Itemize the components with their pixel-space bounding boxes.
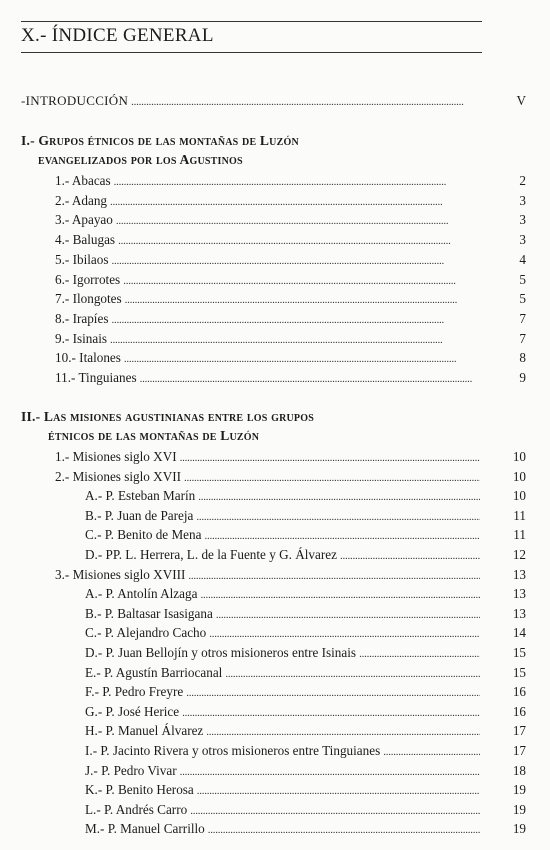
toc-label: 9.- Isinais [55, 330, 108, 346]
dot-leader [383, 743, 480, 762]
toc-label: 5.- Ibilaos [55, 251, 109, 267]
dot-leader [197, 782, 480, 801]
dot-leader [340, 547, 480, 566]
toc-entry [55, 329, 483, 348]
toc-page-number: 3 [519, 212, 526, 228]
dot-leader [182, 704, 480, 723]
dot-leader [216, 606, 480, 625]
toc-entry [55, 210, 483, 229]
toc-entry [85, 780, 483, 799]
section-1-heading-line1: I.- Grupos étnicos de las montañas de Luzón [21, 133, 299, 148]
dot-leader [225, 665, 480, 684]
toc-page-number: 11 [513, 507, 526, 523]
toc-entry [85, 800, 483, 819]
toc-label: 2.- Misiones siglo XVII [55, 468, 182, 484]
toc-label: 7.- Ilongotes [55, 291, 122, 307]
toc-page-number: 19 [512, 801, 526, 817]
dot-leader [111, 311, 480, 330]
section-2-heading [21, 407, 314, 445]
toc-page-number: 12 [512, 547, 526, 562]
toc-label: 2.- Adang [55, 192, 108, 208]
dot-leader [110, 193, 480, 212]
toc-page-number: 16 [512, 703, 526, 719]
toc-label: 3.- Misiones siglo XVIII [55, 566, 186, 582]
toc-entry [85, 486, 483, 505]
toc-label: E.- P. Agustín Barriocanal [85, 664, 223, 680]
toc-label: A.- P. Esteban Marín [85, 488, 196, 504]
toc-page-number: 3 [519, 232, 526, 248]
toc-page-number: 10 [512, 488, 526, 504]
toc-entry [55, 348, 483, 367]
dot-leader [206, 723, 480, 742]
toc-entry [85, 623, 483, 642]
toc-entry [85, 819, 483, 838]
toc-entry [55, 565, 483, 584]
toc-label: J.- P. Pedro Vivar [85, 762, 177, 778]
toc-page-number: 10 [512, 449, 526, 464]
toc-label: C.- P. Benito de Mena [85, 527, 202, 543]
toc-page-number: 4 [519, 251, 526, 267]
toc-label: D.- PP. L. Herrera, L. de la Fuente y G. Álvarez [85, 547, 337, 562]
toc-label: 4.- Balugas [55, 232, 116, 248]
toc-page-number: 15 [512, 664, 526, 680]
toc-page-number: 3 [519, 192, 526, 208]
toc-page-number: 2 [519, 173, 526, 188]
toc-page-number: 9 [519, 370, 526, 385]
toc-page-number: 7 [519, 310, 526, 326]
toc-entry [55, 270, 483, 289]
dot-leader [200, 586, 480, 605]
toc-label: 6.- Igorrotes [55, 271, 121, 287]
toc-label: 10.- Italones [55, 350, 121, 366]
dot-leader [125, 291, 480, 310]
toc-page-number: 13 [512, 566, 526, 582]
toc-entry [85, 525, 483, 544]
toc-label: 8.- Irapíes [55, 310, 109, 326]
dot-leader [123, 272, 480, 291]
toc-label: L.- P. Andrés Carro [85, 801, 188, 817]
toc-label: 11.- Tinguianes [55, 370, 137, 385]
toc-label: 1.- Abacas [55, 173, 111, 188]
toc-entry [55, 467, 483, 486]
toc-entry [55, 230, 483, 249]
toc-label: M.- P. Manuel Carrillo [85, 821, 205, 837]
section-2-heading-line1: II.- Las misiones agustinianas entre los grupos [21, 409, 314, 424]
toc-label: G.- P. José Herice [85, 703, 180, 719]
toc-page-number: 7 [519, 330, 526, 346]
section-1-heading [21, 131, 299, 169]
dot-leader [204, 527, 480, 546]
toc-label: D.- P. Juan Bellojín y otros misioneros entre Isinais [85, 645, 357, 660]
dot-leader [118, 232, 480, 251]
toc-entry [85, 702, 483, 721]
toc-page-number: 15 [512, 645, 526, 660]
toc-label: F.- P. Pedro Freyre [85, 684, 184, 700]
toc-label: B.- P. Baltasar Isasigana [85, 605, 213, 621]
toc-page-number: 19 [512, 782, 526, 798]
toc-label: -INTRODUCCIÓN [21, 93, 129, 108]
toc-entry [85, 682, 483, 701]
toc-entry [85, 761, 483, 780]
dot-leader [208, 821, 480, 840]
toc-page-number: 17 [512, 723, 526, 739]
toc-entry [85, 721, 483, 740]
toc-entry [85, 604, 483, 623]
dot-leader [184, 469, 480, 488]
dot-leader [209, 625, 480, 644]
dot-leader [180, 763, 480, 782]
page-title: X.- ÍNDICE GENERAL [21, 25, 214, 46]
toc-page-number: 19 [512, 821, 526, 837]
toc-page-number: V [516, 93, 526, 108]
toc-label: B.- P. Juan de Pareja [85, 507, 194, 523]
dot-leader [359, 645, 480, 664]
toc-page-number: 16 [512, 684, 526, 700]
toc-entry-introduction [21, 91, 483, 110]
toc-label: H.- P. Manuel Álvarez [85, 723, 204, 739]
dot-leader [131, 93, 480, 112]
title-rule [21, 52, 482, 53]
toc-entry [55, 447, 483, 466]
toc-label: A.- P. Antolín Alzaga [85, 586, 198, 602]
toc-entry [55, 309, 483, 328]
top-rule [21, 21, 482, 22]
dot-leader [198, 488, 480, 507]
dot-leader [124, 350, 480, 369]
toc-label: K.- P. Benito Herosa [85, 782, 194, 798]
toc-page-number: 18 [512, 762, 526, 778]
toc-label: C.- P. Alejandro Cacho [85, 625, 207, 641]
toc-entry [85, 643, 483, 662]
toc-entry [85, 741, 483, 760]
toc-entry [85, 506, 483, 525]
toc-entry [85, 663, 483, 682]
toc-page-number: 8 [519, 350, 526, 366]
toc-entry [55, 191, 483, 210]
section-2-heading-line2: étnicos de las montañas de Luzón [48, 428, 260, 443]
dot-leader [180, 449, 480, 468]
dot-leader [196, 508, 480, 527]
dot-leader [116, 212, 480, 231]
toc-page-number: 14 [512, 625, 526, 641]
toc-entry [85, 545, 483, 564]
toc-entry [85, 584, 483, 603]
dot-leader [190, 802, 480, 821]
toc-entry [55, 250, 483, 269]
dot-leader [140, 370, 480, 389]
dot-leader [186, 684, 480, 703]
toc-page-number: 11 [513, 527, 526, 543]
toc-entry [55, 368, 483, 387]
toc-entry [55, 171, 483, 190]
toc-label: 1.- Misiones siglo XVI [55, 449, 177, 464]
toc-page-number: 5 [519, 271, 526, 287]
toc-page-number: 13 [512, 586, 526, 602]
toc-label: I.- P. Jacinto Rivera y otros misioneros entre Tinguianes [85, 743, 381, 758]
toc-page-number: 13 [512, 605, 526, 621]
dot-leader [111, 252, 480, 271]
section-1-heading-line2: evangelizados por los Agustinos [38, 152, 243, 167]
dot-leader [110, 331, 480, 350]
toc-entry [55, 289, 483, 308]
toc-page-number: 5 [519, 291, 526, 307]
toc-page-number: 10 [512, 468, 526, 484]
toc-page-number: 17 [512, 743, 526, 758]
toc-label: 3.- Apayao [55, 212, 113, 228]
dot-leader [114, 173, 480, 192]
dot-leader [188, 567, 480, 586]
